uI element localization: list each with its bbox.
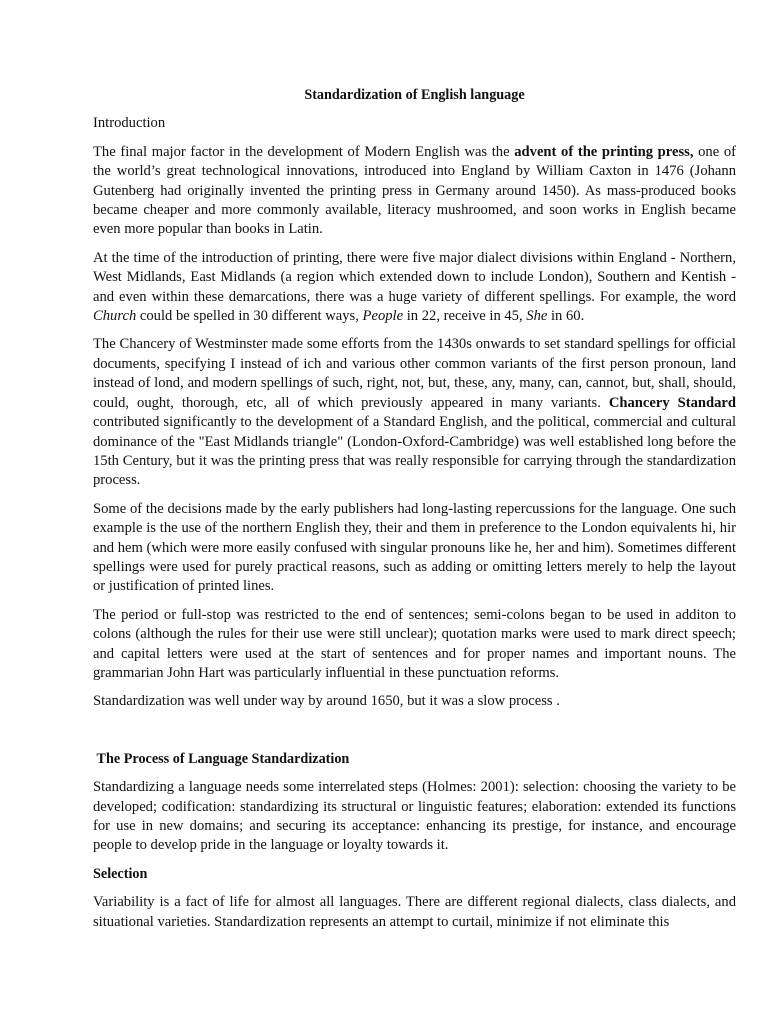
paragraph-text: contributed significantly to the development of a Standard English, and the political, commercial and cultural dominance of the "East Midlands triangle" (London-Oxford-Cambridge) was well established long before the 15th Century, but it was the printing press that was really responsible for carrying through the standardization process. <box>93 414 736 489</box>
paragraph-chancery <box>93 335 736 490</box>
paragraph-text: one of the world’s great technological innovations, introduced into England by William Caxton in 1476 (Johann Gutenberg had originally invented the printing press in Germany around 1450). As mass-produced books became cheaper and more commonly available, literacy mushroomed, and soon works in English became even more popular than books in Latin. <box>93 143 736 238</box>
paragraph-variability: Variability is a fact of life for almost all languages. There are different regional dialects, class dialects, and situational varieties. Standardization represents an attempt to curtail, minimize if not eliminate this <box>93 894 736 930</box>
paragraph-text: At the time of the introduction of printing, there were five major dialect divisions within England - Northern, West Midlands, East Midlands (a region which extended down to include London), Southern and Kentish - and even within these demarcations, there was a huge variety of different spellings. For example, the word <box>93 249 736 305</box>
section-spacer <box>93 721 736 750</box>
paragraph-text: could be spelled in 30 different ways, <box>136 308 363 325</box>
document-page <box>93 86 736 941</box>
paragraph-publishers: Some of the decisions made by the early publishers had long-lasting repercussions for the language. One such example is the use of the northern English they, their and them in preference to the London equivalents hi, hir and hem (which were more easily confused with singular pronouns like he, her and him). Sometimes different spellings were used for purely practical reasons, such as adding or omitting letters merely to help the layout or justification of printed lines. <box>93 500 736 595</box>
bold-phrase: advent of the printing press, <box>514 143 694 160</box>
subheading-selection: Selection <box>93 865 148 882</box>
intro-label: Introduction <box>93 115 166 132</box>
paragraph-dialects <box>93 249 736 327</box>
paragraph-text: in 22, receive in 45, <box>403 308 527 325</box>
section-heading <box>93 750 736 769</box>
paragraph-text: in 60. <box>547 308 585 325</box>
document-title: Standardization of English language <box>304 87 525 103</box>
bold-phrase: Chancery Standard <box>608 394 737 411</box>
paragraph-printing-press <box>93 143 736 240</box>
paragraph-text: The final major factor in the development of Modern English was the <box>93 143 515 160</box>
section-heading-text: The Process of Language Standardization <box>96 750 350 767</box>
italic-word: People <box>362 308 404 325</box>
paragraph-text: The Chancery of Westminster made some efforts from the 1430s onwards to set standard spellings for official documents, specifying I instead of ich and various other common variants of the first person pronoun, land instead of lond, and modern spellings of such, right, not, but, these, any, many, can, cannot, but, shall, should, could, ought, thorough, etc, all of which previously appeared in many variants. <box>93 336 736 411</box>
italic-word: She <box>526 308 548 325</box>
paragraph-punctuation: The period or full-stop was restricted to the end of sentences; semi-colons began to be used in additon to colons (although the rules for their use were still unclear); quotation marks were used to mark direct speech; and capital letters were used at the start of sentences and for proper names and important nouns. The grammarian John Hart was particularly influential in these punctuation reforms. <box>93 606 736 681</box>
paragraph-process: Standardizing a language needs some interrelated steps (Holmes: 2001): selection: choosing the variety to be developed; codification: standardizing its structural or linguistic features; elaboration: extended its functions for use in new domains; and securing its acceptance: enhancing its prestige, for instance, and encourage people to develop pride in the language or loyalty towards it. <box>93 779 736 854</box>
paragraph-conclusion: Standardization was well under way by around 1650, but it was a slow process . <box>93 693 560 710</box>
italic-word: Church <box>93 308 137 325</box>
